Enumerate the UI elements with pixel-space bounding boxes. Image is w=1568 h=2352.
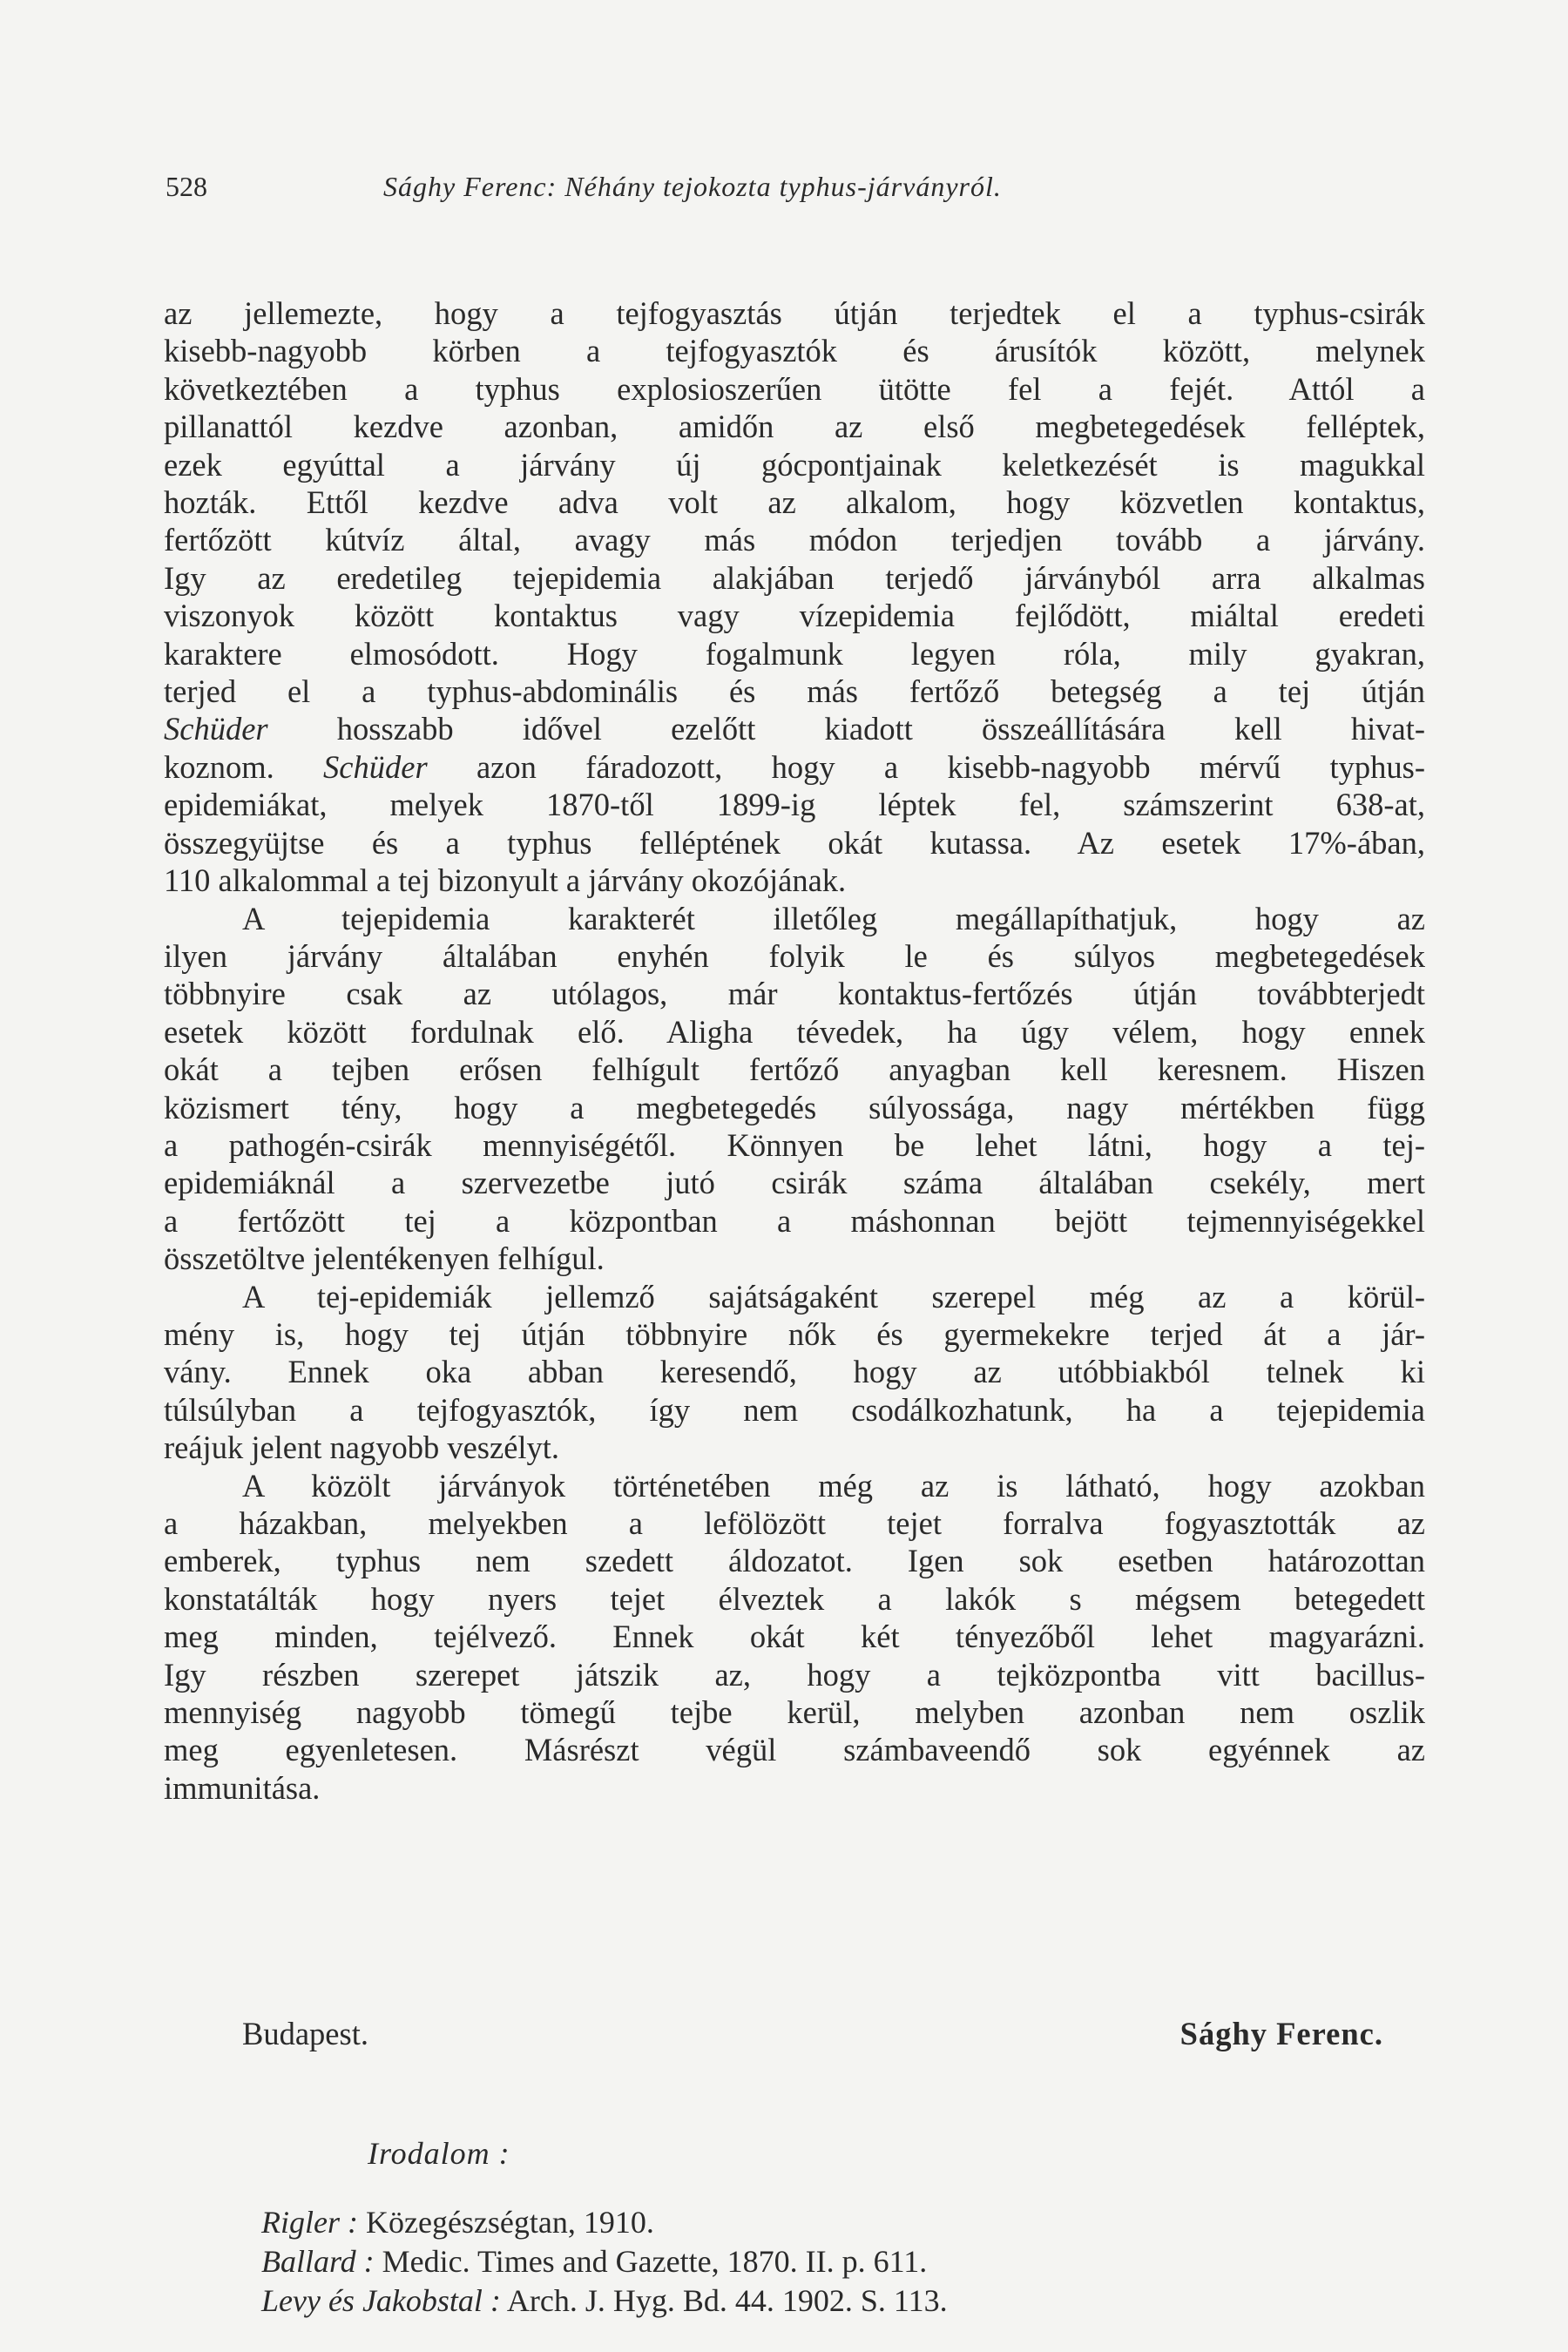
text-line: vány. Ennek oka abban keresendő, hogy az utóbbiakból telnek ki (164, 1354, 1425, 1390)
text-line: pillanattól kezdve azonban, amidőn az első megbetegedések felléptek, (164, 409, 1425, 445)
signature-author: Sághy Ferenc. (1179, 2016, 1383, 2051)
text-line: A tej-epidemiák jellemző sajátságaként szerepel még az a körül- (242, 1278, 1425, 1315)
text-line: túlsúlyban a tejfogyasztók, így nem csodálkozhatunk, ha a tejepidemia (164, 1391, 1425, 1428)
text-line: ilyen járvány általában enyhén folyik le és súlyos megbetegedések (164, 937, 1425, 974)
text-line: ezek egyúttal a járvány új gócpontjainak keletkezését is magukkal (164, 446, 1425, 483)
text-line: következtében a typhus explosioszerűen ütötte fel a fejét. Attól a (164, 370, 1425, 407)
text-line: mény is, hogy tej útján többnyire nők és gyermekekre terjed át a jár- (164, 1315, 1425, 1352)
text-line: kisebb-nagyobb körben a tejfogyasztók és árusítók között, melynek (164, 333, 1425, 369)
text-line: esetek között fordulnak elő. Aligha tévedek, ha úgy vélem, hogy ennek (164, 1013, 1425, 1050)
text-line: reájuk jelent nagyobb veszélyt. (164, 1429, 560, 1466)
text-line: A tejepidemia karakterét illetőleg megállapíthatjuk, hogy az (242, 900, 1425, 936)
text-line: hozták. Ettől kezdve adva volt az alkalom, hogy közvetlen kontaktus, (164, 484, 1425, 521)
reference-author: Levy és Jakobstal : (261, 2283, 501, 2318)
text-line: A közölt járványok történetében még az is látható, hogy azokban (242, 1467, 1425, 1504)
reference-author: Rigler : (261, 2205, 358, 2240)
text-line: a fertőzött tej a központban a máshonnan bejött tejmennyiségekkel (164, 1202, 1425, 1239)
page-number: 528 (166, 171, 207, 202)
reference-author: Ballard : (261, 2244, 375, 2279)
text-line: összetöltve jelentékenyen felhígul. (164, 1240, 605, 1277)
running-title: Sághy Ferenc: Néhány tejokozta typhus-járványról. (383, 171, 1002, 202)
text-line: okát a tejben erősen felhígult fertőző anyagban kell keresnem. Hiszen (164, 1051, 1425, 1088)
reference-text: Arch. J. Hyg. Bd. 44. 1902. S. 113. (500, 2283, 948, 2318)
references-heading: Irodalom : (368, 2136, 510, 2171)
text-line: fertőzött kútvíz által, avagy más módon terjedjen tovább a járvány. (164, 522, 1425, 558)
text-line: többnyire csak az utólagos, már kontaktus-fertőzés útján továbbterjedt (164, 976, 1425, 1012)
reference-item (261, 2203, 1394, 2242)
text-line: viszonyok között kontaktus vagy vízepidemia fejlődött, miáltal eredeti (164, 598, 1425, 634)
text-line: koznom. Schüder azon fáradozott, hogy a kisebb-nagyobb mérvű typhus- (164, 748, 1425, 785)
text-line: összegyüjtse és a typhus felléptének okát kutassa. Az esetek 17%-ában, (164, 824, 1425, 861)
text-line: konstatálták hogy nyers tejet élveztek a lakók s mégsem betegedett (164, 1580, 1425, 1617)
text-line: Igy részben szerepet játszik az, hogy a tejközpontba vitt bacillus- (164, 1656, 1425, 1693)
text-line: Schüder hosszabb idővel ezelőtt kiadott összeállítására kell hivat- (164, 711, 1425, 747)
text-line: karaktere elmosódott. Hogy fogalmunk legyen róla, mily gyakran, (164, 635, 1425, 672)
text-line: terjed el a typhus-abdominális és más fertőző betegség a tej útján (164, 673, 1425, 710)
text-line: Igy az eredetileg tejepidemia alakjában terjedő járványból arra alkalmas (164, 559, 1425, 596)
text-line: a házakban, melyekben a lefölözött tejet forralva fogyasztották az (164, 1505, 1425, 1541)
text-line: a pathogén-csirák mennyiségétől. Könnyen be lehet látni, hogy a tej- (164, 1126, 1425, 1163)
reference-item (261, 2242, 1394, 2281)
text-line: emberek, typhus nem szedett áldozatot. Igen sok esetben határozottan (164, 1543, 1425, 1579)
text-line: meg minden, tejélvező. Ennek okát két tényezőből lehet magyarázni. (164, 1619, 1425, 1655)
article-body (164, 294, 1425, 1807)
reference-item (261, 2281, 1394, 2321)
references-section (261, 2134, 1394, 2321)
signature-place: Budapest. (242, 2016, 368, 2051)
text-line: 110 alkalommal a tej bizonyult a járvány okozójának. (164, 862, 847, 899)
text-line: epidemiákat, melyek 1870-től 1899-ig léptek fel, számszerint 638-at, (164, 787, 1425, 823)
text-line: az jellemezte, hogy a tejfogyasztás útján terjedtek el a typhus-csirák (164, 295, 1425, 331)
reference-text: Medic. Times and Gazette, 1870. II. p. 611. (374, 2244, 928, 2279)
text-line: epidemiáknál a szervezetbe jutó csirák száma általában csekély, mert (164, 1165, 1425, 1201)
reference-text: Közegészségtan, 1910. (357, 2205, 654, 2240)
text-line: meg egyenletesen. Másrészt végül számbaveendő sok egyénnek az (164, 1732, 1425, 1768)
text-line: mennyiség nagyobb tömegű tejbe kerül, melyben azonban nem oszlik (164, 1694, 1425, 1731)
text-line: immunitása. (164, 1769, 321, 1806)
references-list (261, 2203, 1394, 2321)
text-line: közismert tény, hogy a megbetegedés súlyossága, nagy mértékben függ (164, 1089, 1425, 1125)
